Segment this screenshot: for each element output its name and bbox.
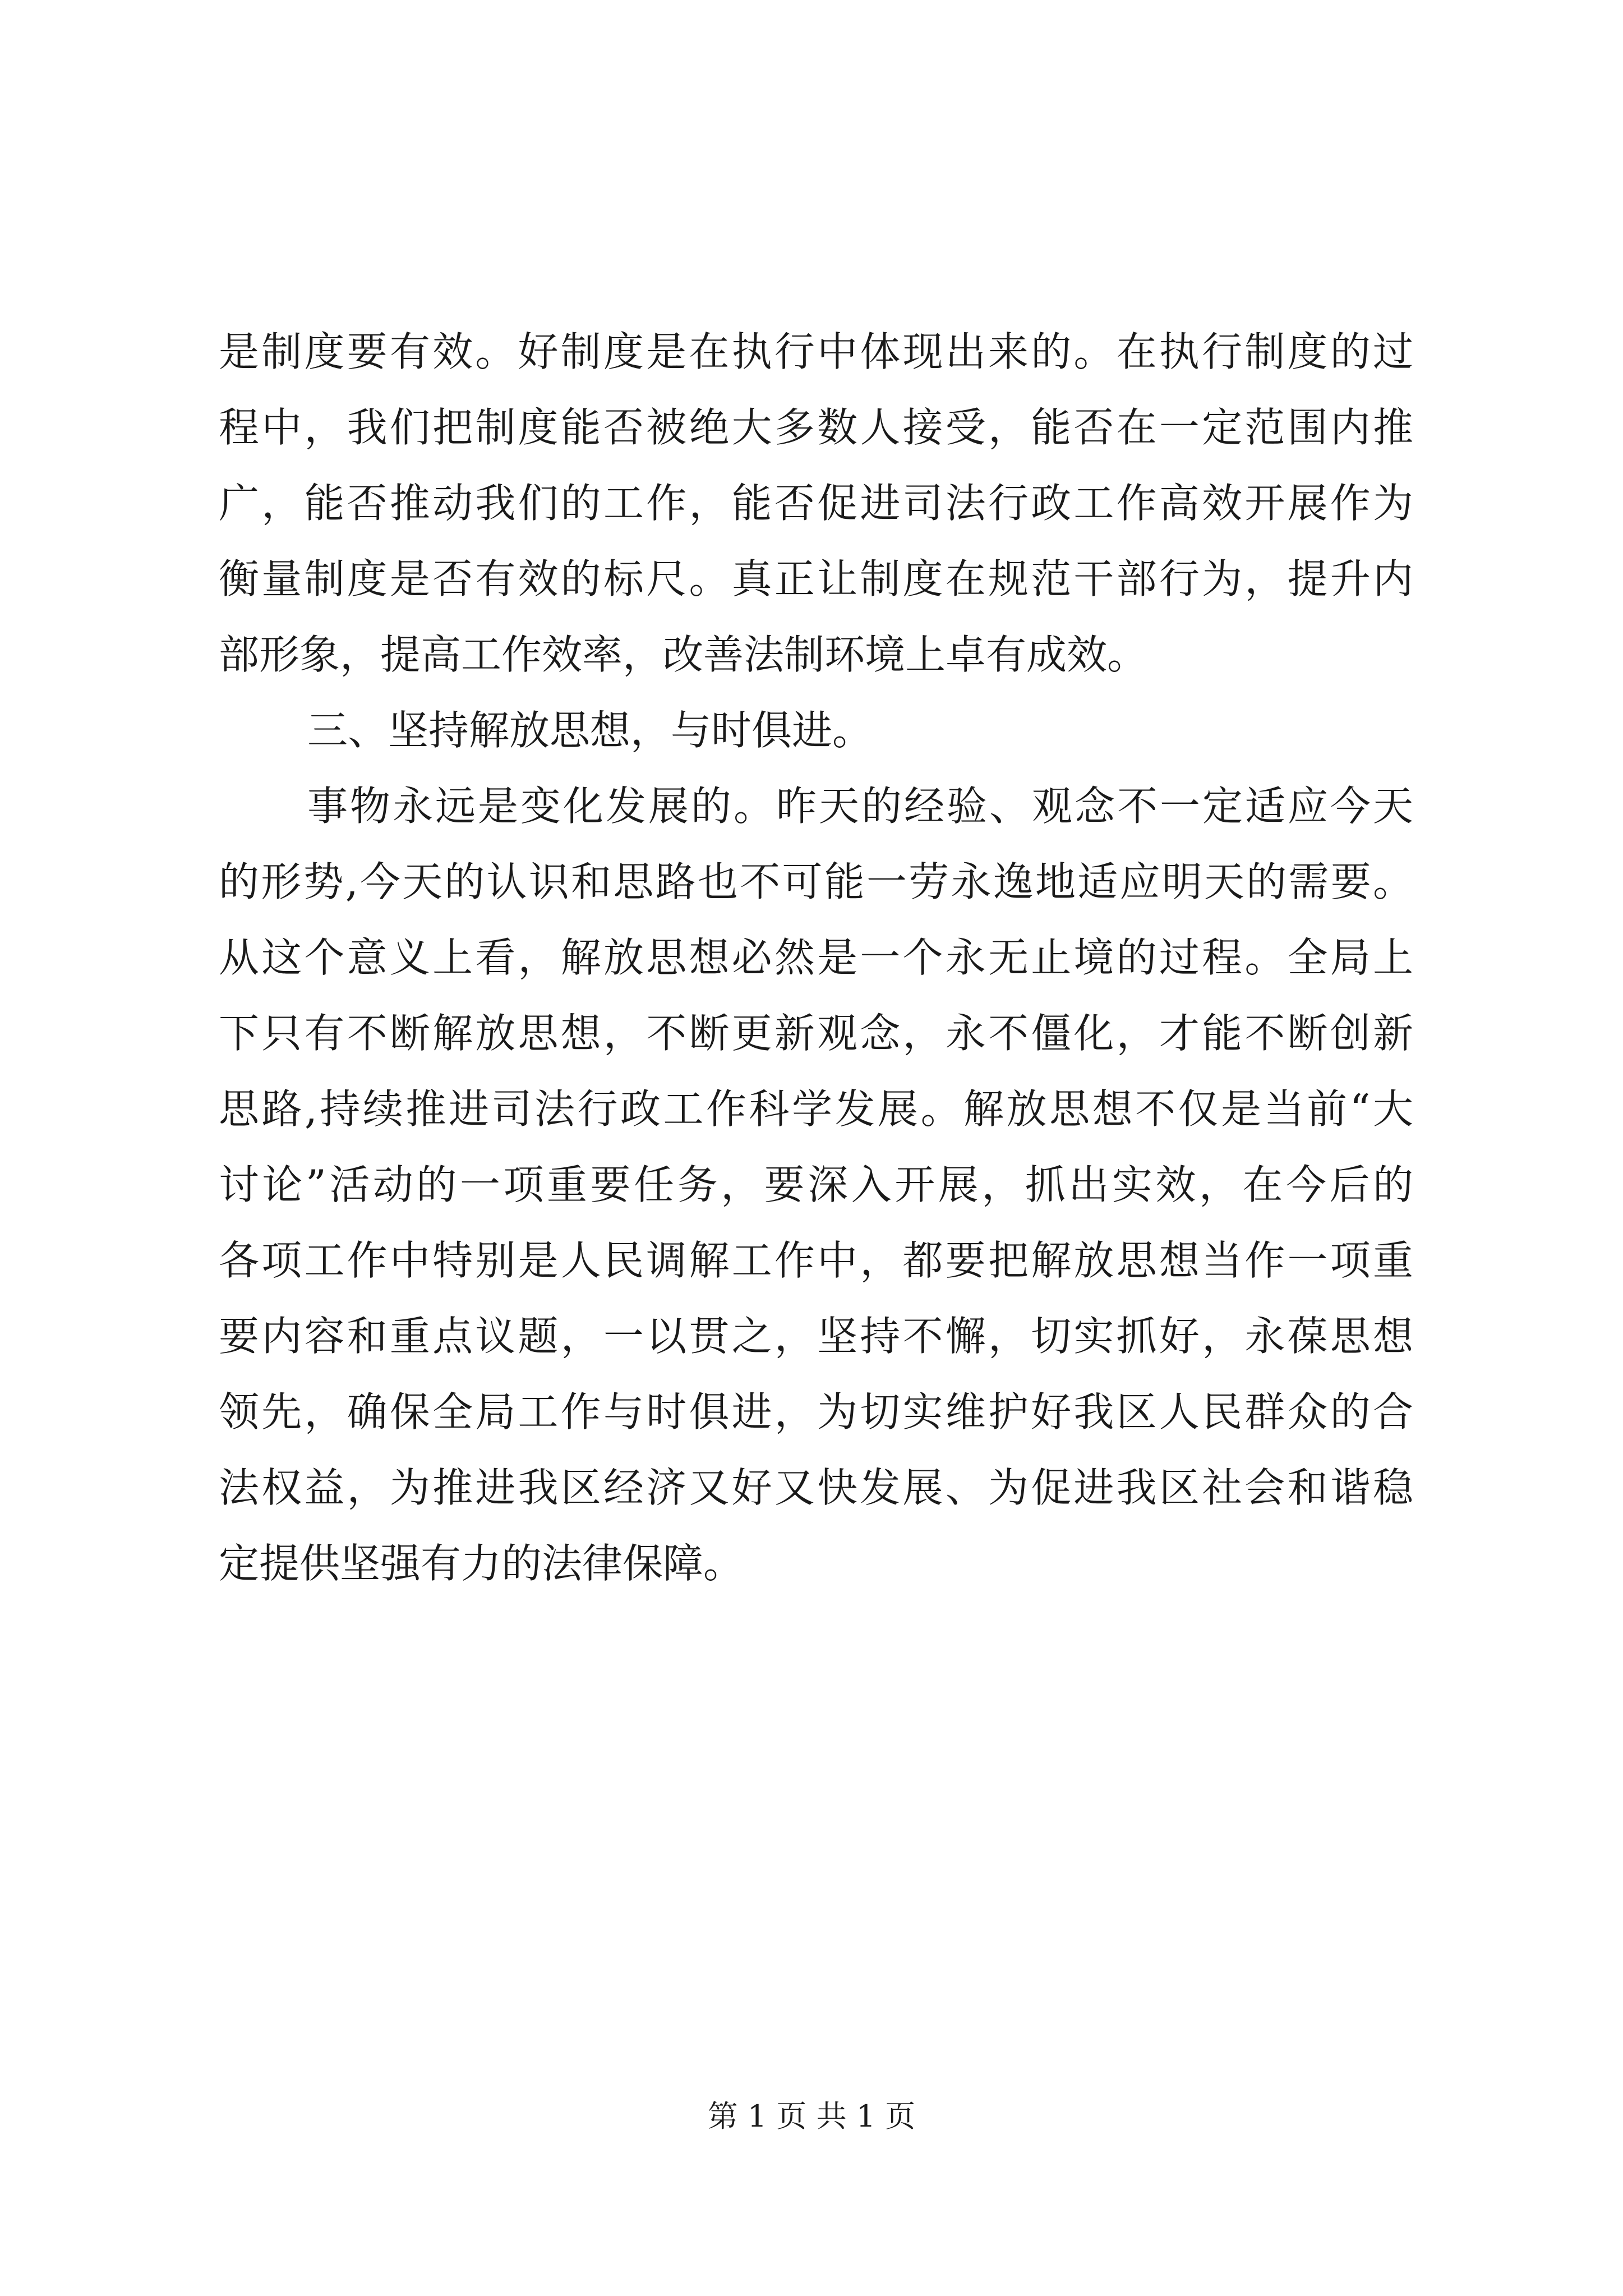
paragraph-line: 的形势,今天的认识和思路也不可能一劳永逸地适应明天的需要。 — [219, 858, 1413, 905]
paragraph-line: 法权益，为推进我区经济又好又快发展、为促进我区社会和谐稳 — [219, 1464, 1413, 1511]
paragraph-line: 是制度要有效。好制度是在执行中体现出来的。在执行制度的过 — [219, 328, 1413, 375]
paragraph-line: 领先，确保全局工作与时俱进，为切实维护好我区人民群众的合 — [219, 1388, 1413, 1435]
paragraph-line: 广，能否推动我们的工作，能否促进司法行政工作高效开展作为 — [219, 480, 1413, 527]
paragraph-line: 从这个意义上看，解放思想必然是一个永无止境的过程。全局上 — [219, 934, 1413, 981]
paragraph-line: 衡量制度是否有效的标尺。真正让制度在规范干部行为，提升内 — [219, 555, 1413, 602]
paragraph-line: 思路,持续推进司法行政工作科学发展。解放思想不仅是当前“大 — [219, 1085, 1413, 1133]
paragraph-2 — [219, 769, 1413, 1602]
paragraph-line: 定提供坚强有力的法律保障。 — [219, 1540, 744, 1587]
page-footer: 第 1 页 共 1 页 — [707, 2099, 916, 2134]
paragraph-line: 部形象，提高工作效率，改善法制环境上卓有成效。 — [219, 631, 1148, 678]
paragraph-line: 各项工作中特别是人民调解工作中，都要把解放思想当作一项重 — [219, 1237, 1413, 1284]
paragraph-line: 下只有不断解放思想，不断更新观念，永不僵化，才能不断创新 — [219, 1010, 1413, 1057]
paragraph-line: 讨论”活动的一项重要任务，要深入开展，抓出实效，在今后的 — [219, 1161, 1413, 1208]
section-heading: 三、坚持解放思想，与时俱进。 — [307, 707, 873, 754]
document-body — [219, 314, 1413, 1602]
paragraph-line: 要内容和重点议题，一以贯之，坚持不懈，切实抓好，永葆思想 — [219, 1313, 1413, 1360]
paragraph-line: 程中，我们把制度能否被绝大多数人接受，能否在一定范围内推 — [219, 404, 1413, 451]
paragraph-line: 事物永远是变化发展的。昨天的经验、观念不一定适应今天 — [307, 783, 1413, 830]
paragraph-1 — [219, 314, 1413, 693]
